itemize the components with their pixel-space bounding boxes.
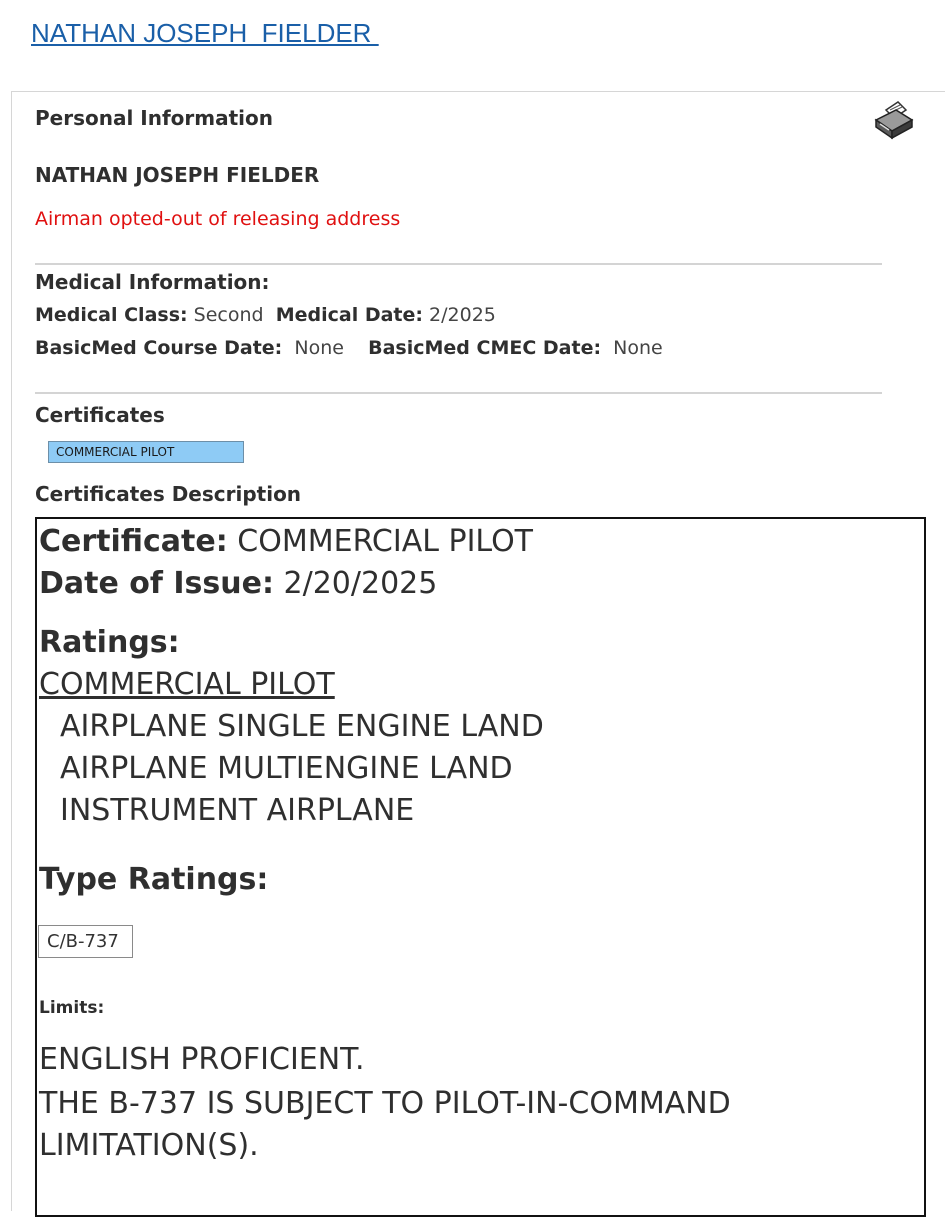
divider	[35, 263, 882, 265]
issue-date-line	[39, 566, 437, 601]
certificate-value: COMMERCIAL PILOT	[237, 524, 534, 559]
divider	[35, 392, 882, 394]
medical-class-value: Second	[193, 304, 264, 326]
address-optout-notice: Airman opted-out of releasing address	[35, 208, 401, 230]
ratings-heading-text: Ratings:	[39, 625, 180, 660]
certificates-description-heading: Certificates Description	[35, 482, 302, 506]
limits-label: Limits:	[39, 998, 105, 1018]
basicmed-course-value: None	[294, 337, 344, 359]
rating-item: AIRPLANE MULTIENGINE LAND	[60, 751, 513, 786]
personal-info-heading: Personal Information	[35, 106, 273, 130]
printer-icon[interactable]	[872, 100, 916, 140]
certificate-tab-commercial-pilot[interactable]: COMMERCIAL PILOT	[48, 441, 244, 463]
type-rating-badge: C/B-737	[38, 925, 133, 958]
rating-item: AIRPLANE SINGLE ENGINE LAND	[60, 709, 544, 744]
rating-item: INSTRUMENT AIRPLANE	[60, 793, 415, 828]
limit-line: THE B-737 IS SUBJECT TO PILOT-IN-COMMAND	[39, 1086, 731, 1121]
basicmed-course-label: BasicMed Course Date:	[35, 337, 283, 359]
medical-date-label: Medical Date:	[275, 304, 423, 326]
medical-date-value: 2/2025	[429, 304, 496, 326]
airman-name-link[interactable]: NATHAN JOSEPH FIELDER	[31, 18, 379, 48]
medical-info-heading: Medical Information:	[35, 270, 270, 294]
certificate-label: Certificate:	[39, 524, 228, 559]
issue-date-label: Date of Issue:	[39, 566, 274, 601]
type-ratings-heading	[39, 862, 268, 897]
certificate-line	[39, 524, 533, 559]
limit-line: LIMITATION(S).	[39, 1128, 259, 1163]
type-ratings-heading-text: Type Ratings:	[39, 862, 269, 897]
basicmed-cmec-value: None	[613, 337, 663, 359]
limit-line: ENGLISH PROFICIENT.	[39, 1042, 365, 1077]
certificates-heading: Certificates	[35, 403, 165, 427]
ratings-group-label: COMMERCIAL PILOT	[39, 667, 335, 702]
basicmed-row	[35, 337, 663, 359]
ratings-heading	[39, 625, 180, 660]
medical-class-row	[35, 304, 496, 326]
medical-class-label: Medical Class:	[35, 304, 188, 326]
issue-date-value: 2/20/2025	[283, 566, 438, 601]
airman-name: NATHAN JOSEPH FIELDER	[35, 163, 320, 187]
basicmed-cmec-label: BasicMed CMEC Date:	[368, 337, 602, 359]
